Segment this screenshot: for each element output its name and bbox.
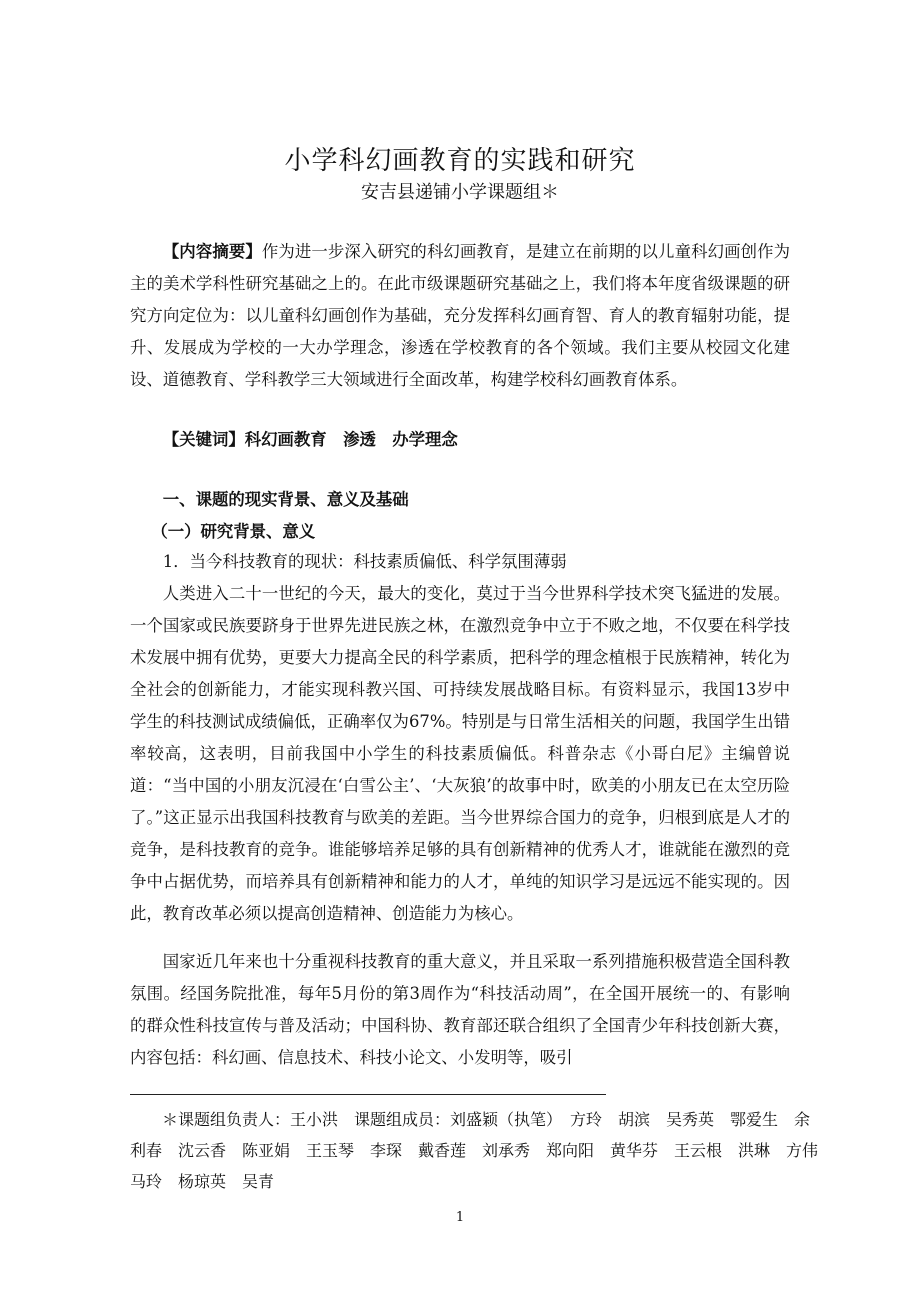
body-paragraph: 国家近几年来也十分重视科技教育的重大意义，并且采取一系列措施积极营造全国科教氛围。经国务院批准，每年5月份的第3周作为“科技活动周”，在全国开展统一的、有影响的群众性科技宣传与普及活动；中国科协、教育部还联合组织了全国青少年科技创新大赛，内容包括：科幻画、信息技术、科技小论文、小发明等，吸引 — [130, 952, 790, 1067]
document-title: 小学科幻画教育的实践和研究 — [284, 146, 636, 176]
page-number: 1 — [455, 1210, 465, 1225]
subsection-heading: （一）研究背景、意义 — [151, 522, 316, 541]
section-heading: 一、课题的现实背景、意义及基础 — [162, 490, 409, 509]
footnote-divider — [130, 1094, 606, 1095]
keywords-paragraph — [130, 424, 790, 456]
footnote: ＊课题组负责人：王小洪 课题组成员：刘盛颖（执笔） 方玲 胡滨 吴秀英 鄂爱生 余利春 沈云香 陈亚娟 王玉琴 李琛 戴香莲 刘承秀 郑向阳 黄华芬 王云根 洪琳 方伟 马玲 杨琼英 吴青 — [130, 1110, 835, 1191]
keywords-text: 科幻画教育 渗透 办学理念 — [244, 430, 458, 449]
body-paragraph: 人类进入二十一世纪的今天，最大的变化，莫过于当今世界科学技术突飞猛进的发展。一个国家或民族要跻身于世界先进民族之林，在激烈竞争中立于不败之地，不仅要在科学技术发展中拥有优势，更要大力提高全民的科学素质，把科学的理念植根于民族精神，转化为全社会的创新能力，才能实现科教兴国、可持续发展战略目标。有资料显示，我国13岁中学生的科技测试成绩偏低，正确率仅为67%。特别是与日常生活相关的问题，我国学生出错率较高，这表明，目前我国中小学生的科技素质偏低。科普杂志《小哥白尼》主编曾说道：“当中国的小朋友沉浸在‘白雪公主’、‘大灰狼’的故事中时，欧美的小朋友已在太空历险了。”这正显示出我国科技教育与欧美的差距。当今世界综合国力的竞争，归根到底是人才的竞争，是科技教育的竞争。谁能够培养足够的具有创新精神的优秀人才，谁就能在激烈的竞争中占据优势，而培养具有创新精神和能力的人才，单纯的知识学习是远远不能实现的。因此，教育改革必须以提高创造精神、创造能力为核心。 — [130, 584, 790, 923]
abstract-text: 作为进一步深入研究的科幻画教育，是建立在前期的以儿童科幻画创作为主的美术学科性研究基础之上的。在此市级课题研究基础之上，我们将本年度省级课题的研究方向定位为：以儿童科幻画创作为基础，充分发挥科幻画育智、育人的教育辐射功能，提升、发展成为学校的一大办学理念，渗透在学校教育的各个领域。我们主要从校园文化建设、道德教育、学科教学三大领域进行全面改革，构建学校科幻画教育体系。 — [130, 242, 791, 389]
abstract-paragraph — [130, 236, 790, 396]
document-author: 安吉县递铺小学课题组＊ — [361, 182, 559, 203]
keywords-label: 【关键词】 — [162, 430, 245, 449]
item-heading: 1．当今科技教育的现状：科技素质偏低、科学氛围薄弱 — [162, 552, 567, 571]
abstract-label: 【内容摘要】 — [162, 242, 262, 261]
